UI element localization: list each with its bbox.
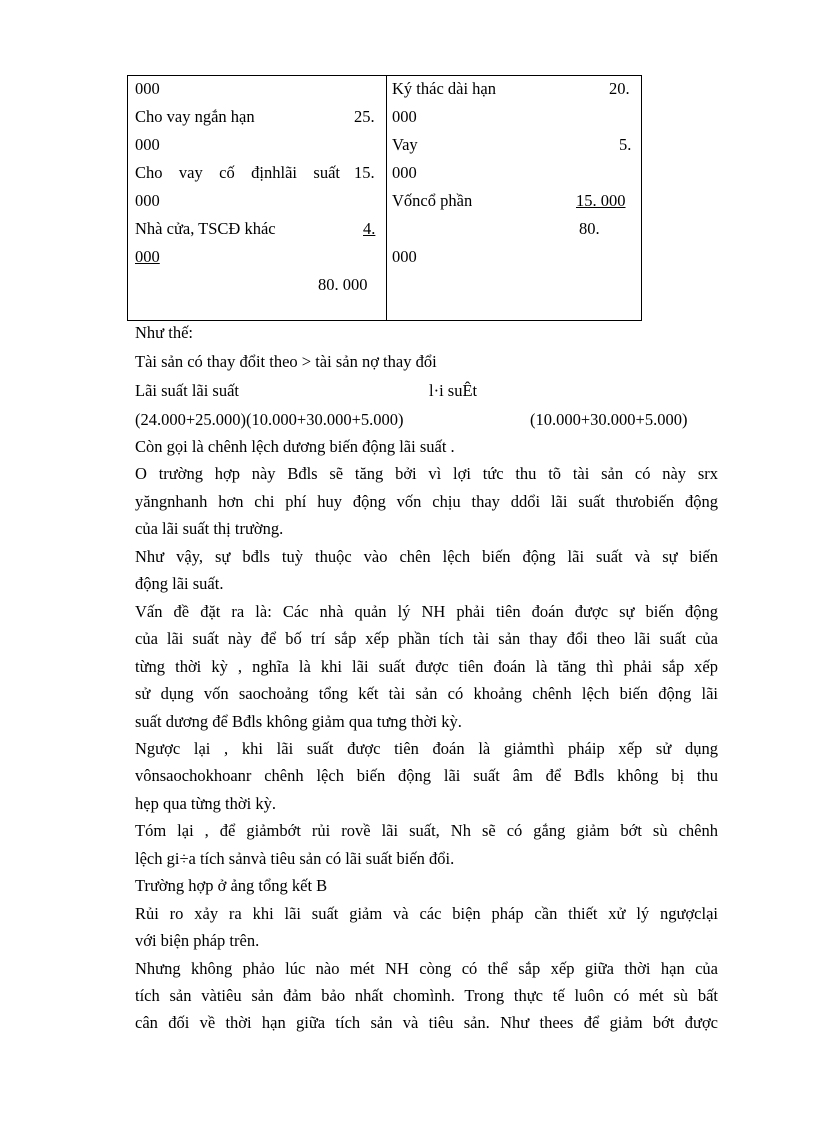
paragraph-line: của lãi suất này để bố trí sắp xếp phần tích tài sản thay đổi theo lãi suất của bbox=[135, 629, 718, 649]
ledger-right-label: Ký thác dài hạn bbox=[392, 79, 497, 98]
formula-row: (24.000+25.000)(10.000+30.000+5.000) bbox=[135, 410, 404, 429]
ledger-left-label: Cho vay cố địnhlãi suất bbox=[135, 163, 340, 182]
formula-heading: Như thế: bbox=[135, 323, 193, 342]
paragraph-line: Nhưng không phảo lúc nào mét NH còng có thể sắp xếp giữa thời hạn của bbox=[135, 958, 718, 978]
ledger-left-label: Cho vay ngắn hạn bbox=[135, 107, 255, 126]
paragraph-line: Rủi ro xảy ra khi lãi suất giảm và các biện pháp cần thiết xử lý ngượclại bbox=[135, 903, 718, 923]
ledger-right-value: 15. 000 bbox=[576, 191, 626, 210]
ledger-left-value: 4. bbox=[363, 219, 376, 238]
formula-row: (10.000+30.000+5.000) bbox=[530, 410, 688, 429]
formula-row: l·i suÊt bbox=[429, 381, 478, 400]
paragraph-line: động lãi suất. bbox=[135, 574, 224, 594]
paragraph-line: Trường hợp ở ảng tổng kết B bbox=[135, 876, 328, 896]
formula-row: Tài sản có thay đổit theo > tài sản nợ thay đổi bbox=[135, 352, 437, 371]
ledger-left-label: 000 bbox=[135, 135, 160, 154]
paragraph-line: hẹp qua từng thời kỳ. bbox=[135, 793, 276, 813]
paragraph-line: của lãi suất thị trường. bbox=[135, 519, 284, 539]
paragraph-line: Vấn đề đặt ra là: Các nhà quản lý NH phải tiên đoán được sự biến động bbox=[135, 601, 718, 621]
paragraph-line: Tóm lại , để giảmbớt rủi rovề lãi suất, Nh sẽ có gắng giảm bớt sù chênh bbox=[135, 821, 718, 841]
ledger-right-label: Vốncổ phần bbox=[392, 191, 473, 210]
ledger-right-value: 20. bbox=[609, 79, 630, 98]
ledger-right-label: 000 bbox=[392, 247, 417, 266]
paragraph-line: Như vậy, sự bđls tuỳ thuộc vào chên lệch biến động lãi suất và sự biến bbox=[135, 546, 718, 566]
ledger-right-value: 5. bbox=[619, 135, 632, 154]
paragraph-line: Còn gọi là chênh lệch dương biến động lãi suất . bbox=[135, 437, 455, 456]
paragraph-line: suất dương để Bđls không giảm qua tưng thời kỳ. bbox=[135, 711, 462, 731]
ledger-right-label: Vay bbox=[392, 135, 418, 154]
paragraph-line: yăngnhanh hơn chi phí huy động vốn chịu thay ddổi lãi suất thưobiến động bbox=[135, 491, 718, 511]
ledger-left-total: 80. 000 bbox=[318, 275, 368, 294]
ledger-left-value: 25. bbox=[354, 107, 375, 126]
paragraph-line: cân đối về thời hạn giữa tích sản và tiêu sản. Như thees để giảm bớt được bbox=[135, 1013, 718, 1033]
ledger-left-value: 15. bbox=[354, 163, 375, 182]
ledger-right-label: 000 bbox=[392, 163, 417, 182]
paragraph-line: O trường hợp này Bđls sẽ tăng bởi vì lợi tức thu tõ tài sản có này srx bbox=[135, 464, 718, 484]
paragraph-line: Ngược lại , khi lãi suất được tiên đoán là giảmthì pháip xếp sử dụng bbox=[135, 738, 718, 758]
formula-row: Lãi suất lãi suất bbox=[135, 381, 240, 400]
ledger-left-label: Nhà cửa, TSCĐ khác bbox=[135, 219, 276, 238]
paragraph-line: tích sản vàtiêu sản đảm bảo nhất chomình. Trong thực tế luôn có mét sù bất bbox=[135, 986, 718, 1005]
ledger-left-label: 000 bbox=[135, 79, 160, 98]
paragraph-line: từng thời kỳ , nghĩa là khi lãi suất được tiên đoán là tăng thì phải sắp xếp bbox=[135, 656, 718, 676]
paragraph-line: sử dụng vốn saochoảng tổng kết tài sản có khoảng chênh lệch biến động lãi bbox=[135, 684, 718, 704]
ledger-right-total: 80. bbox=[579, 219, 600, 238]
ledger-left-label: 000 bbox=[135, 191, 160, 210]
paragraph-line: vônsaochokhoanr chênh lệch biến động lãi suất âm để Bđls không bị thu bbox=[135, 766, 718, 786]
table-column-divider bbox=[386, 76, 387, 320]
ledger-left-label: 000 bbox=[135, 247, 160, 266]
ledger-right-label: 000 bbox=[392, 107, 417, 126]
paragraph-line: với biện pháp trên. bbox=[135, 931, 260, 951]
paragraph-line: lệch gi÷a tích sảnvà tiêu sản có lãi suất biến đổi. bbox=[135, 848, 455, 868]
